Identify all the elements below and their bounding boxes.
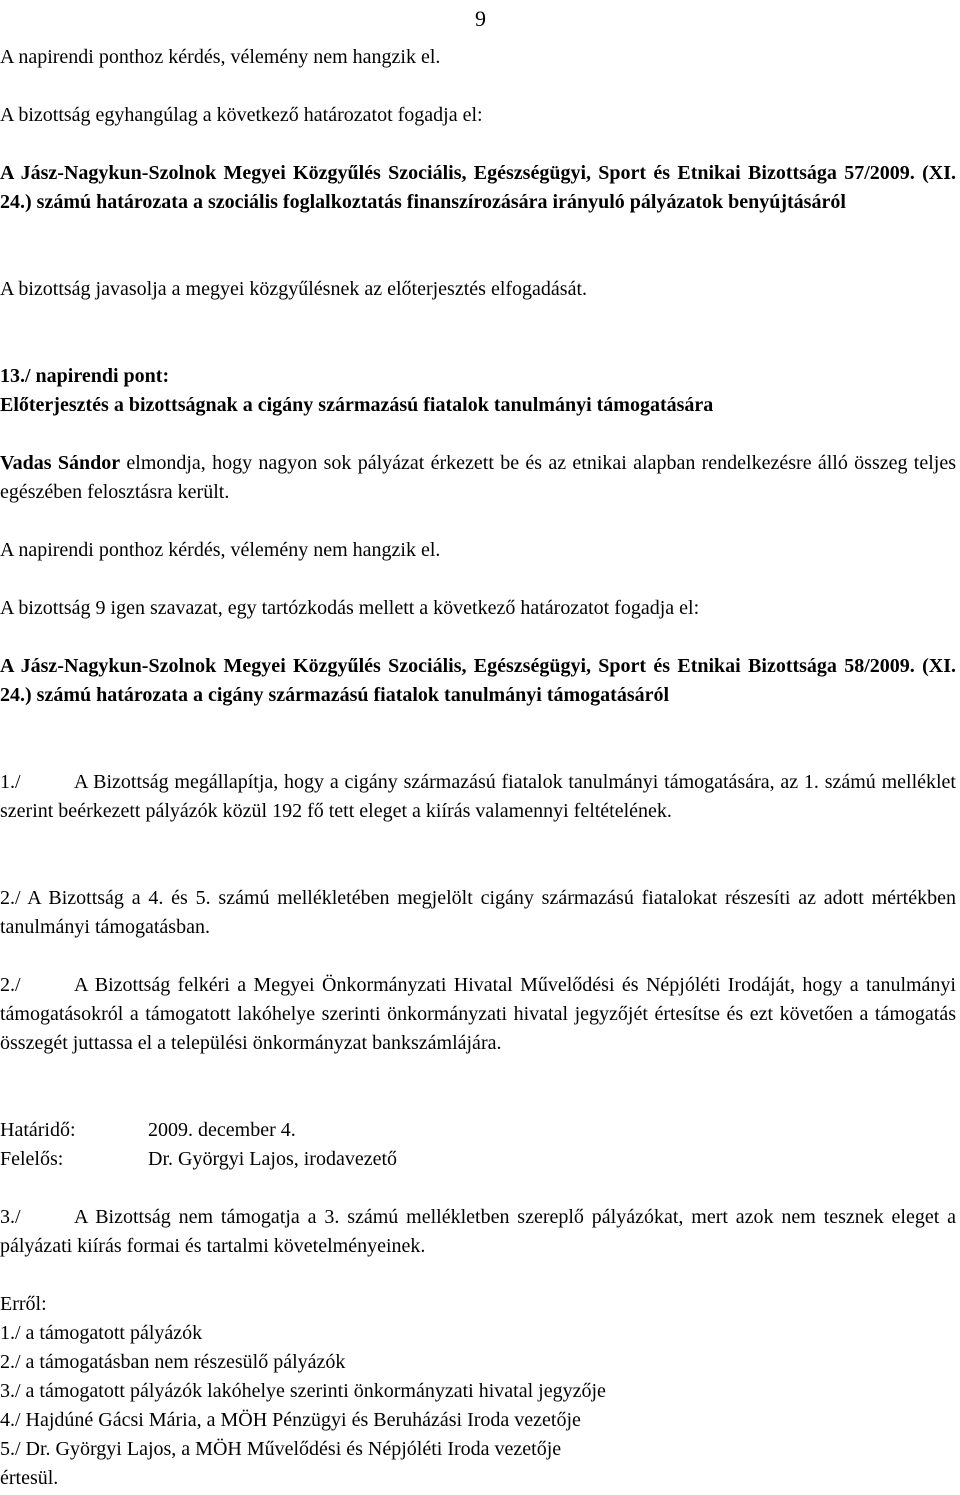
resolution-item-2 [0, 884, 956, 942]
paragraph-no-questions-1: A napirendi ponthoz kérdés, vélemény nem hangzik el. [0, 46, 441, 68]
paragraph-no-questions-2: A napirendi ponthoz kérdés, vélemény nem hangzik el. [0, 539, 441, 561]
paragraph-unanimous-decision: A bizottság egyhangúlag a következő határozatot fogadja el: [0, 104, 483, 126]
responsible-value: Dr. Györgyi Lajos, irodavezető [148, 1148, 398, 1170]
resolution-heading-57: A Jász-Nagykun-Szolnok Megyei Közgyűlés Szociális, Egészségügyi, Sport és Etnikai Bizottsága 57/2009. (XI. 24.) számú határozata a szociális foglalkoztatás finanszírozására irányuló pályázatok benyújtásáról [0, 162, 956, 213]
notify-item-5: 5./ Dr. Györgyi Lajos, a MÖH Művelődési és Népjóléti Iroda vezetője [0, 1438, 562, 1460]
resolution-item-1 [0, 768, 956, 826]
responsible-row [0, 1145, 956, 1174]
item-text: A Bizottság nem támogatja a 3. számú mellékletben szereplő pályázókat, mert azok nem tesznek eleget a pályázati kiírás formai és tartalmi követelményeinek. [0, 1206, 956, 1257]
responsible-label: Felelős: [0, 1148, 64, 1170]
deadline-value: 2009. december 4. [148, 1119, 296, 1141]
notify-item-2: 2./ a támogatásban nem részesülő pályázók [0, 1351, 346, 1373]
notify-closing: értesül. [0, 1467, 59, 1489]
speaker-name: Vadas Sándor [0, 452, 121, 474]
agenda-point-label: 13./ napirendi pont: [0, 365, 170, 387]
resolution-heading-58: A Jász-Nagykun-Szolnok Megyei Közgyűlés Szociális, Egészségügyi, Sport és Etnikai Bizottsága 58/2009. (XI. 24.) számú határozata a cigány származású fiatalok tanulmányi támogatásáról [0, 655, 956, 706]
agenda-title: Előterjesztés a bizottságnak a cigány származású fiatalok tanulmányi támogatására [0, 394, 714, 416]
paragraph-vote-result: A bizottság 9 igen szavazat, egy tartózkodás mellett a következő határozatot fogadja el: [0, 597, 700, 619]
notify-item-3: 3./ a támogatott pályázók lakóhelye szerinti önkormányzati hivatal jegyzője [0, 1380, 606, 1402]
notify-label: Erről: [0, 1293, 47, 1315]
page-number: 9 [475, 6, 486, 31]
speaker-statement: elmondja, hogy nagyon sok pályázat érkezett be és az etnikai alapban rendelkezésre álló összeg teljes egészében felosztásra került. [0, 452, 957, 503]
notify-item-1: 1./ a támogatott pályázók [0, 1322, 203, 1344]
item-text: A Bizottság megállapítja, hogy a cigány származású fiatalok tanulmányi támogatására, az 1. számú melléklet szerint beérkezett pályázók közül 192 fő tett eleget a kiírás valamennyi feltételének. [0, 771, 956, 822]
item-number: 1./ [0, 771, 21, 793]
item-number: 2./ [0, 974, 21, 996]
paragraph-recommendation: A bizottság javasolja a megyei közgyűlésnek az előterjesztés elfogadását. [0, 278, 588, 300]
resolution-item-3 [0, 971, 956, 1058]
resolution-item-4 [0, 1203, 956, 1261]
deadline-row [0, 1116, 956, 1145]
item-text: A Bizottság felkéri a Megyei Önkormányzati Hivatal Művelődési és Népjóléti Irodáját, hogy a tanulmányi támogatásokról a támogatott lakóhelye szerinti önkormányzati hivatal jegyzőjét értesítse és ezt követően a támogatás összegét juttassa el a települési önkormányzat bankszámlájára. [0, 974, 956, 1054]
speaker-paragraph [0, 449, 956, 507]
item-number: 2./ [0, 887, 21, 909]
deadline-label: Határidő: [0, 1119, 76, 1141]
notify-item-4: 4./ Hajdúné Gácsi Mária, a MÖH Pénzügyi és Beruházási Iroda vezetője [0, 1409, 581, 1431]
item-number: 3./ [0, 1206, 21, 1228]
item-text: A Bizottság a 4. és 5. számú mellékletében megjelölt cigány származású fiatalokat részesíti az adott mértékben tanulmányi támogatásban. [0, 887, 956, 938]
